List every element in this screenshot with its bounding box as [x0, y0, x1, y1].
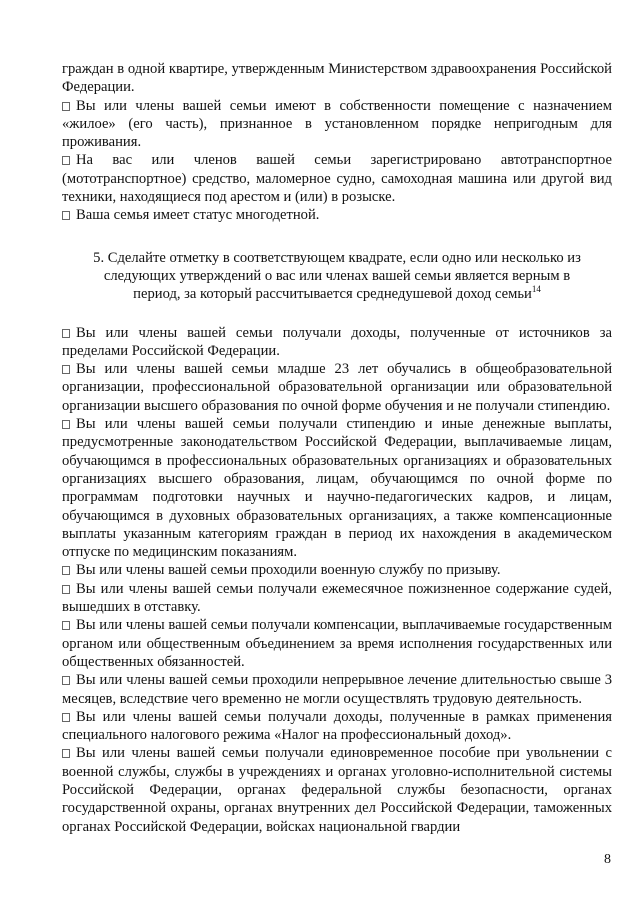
section5-heading: 5. Сделайте отметку в соответствующем квадрате, если одно или несколько из следующих утверждений о вас или членах вашей семьи является верным в период, за который рассчитывается среднедушевой доход семьи$^{14}$ [93, 249, 581, 303]
checkbox[interactable] [62, 585, 70, 594]
checkbox[interactable] [62, 566, 70, 575]
checkbox[interactable] [62, 621, 70, 630]
section5-item-judges-pension: Вы или члены вашей семьи получали ежемесячное пожизненное содержание судей, вышедших в отставку. [62, 580, 612, 616]
section5-item-severance: Вы или члены вашей семьи получали единовременное пособие при увольнении с военной службы, службы в учреждениях и органах уголовно-исполнительной системы Российской Федерации, органах федеральной службы безопасности, органах государственной охраны, органах внутренних дел Российской Федерации, таможенных органах Российской Федерации, войсках национальной гвардии [62, 745, 612, 835]
checkbox[interactable] [62, 713, 70, 722]
section5-item-self-employed: Вы или члены вашей семьи получали доходы, полученные в рамках применения специального налогового режима «Налог на профессиональный доход». [62, 708, 612, 744]
section5-item-long-treatment: Вы или члены вашей семьи проходили непрерывное лечение длительностью свыше 3 месяцев, вследствие чего временно не могли осуществлять трудовую деятельность. [62, 672, 612, 707]
section4-item-large-family: Ваша семья имеет статус многодетной. [62, 206, 612, 224]
checkbox[interactable] [62, 329, 70, 338]
checkbox[interactable] [62, 420, 70, 429]
checkbox[interactable] [62, 749, 70, 758]
section4-item-unfit-housing: Вы или члены вашей семьи имеют в собственности помещение с назначением «жилое» (его часть), признанное в установленном порядке непригодным для проживания. [62, 97, 612, 151]
footnote-ref: 14 [531, 284, 541, 295]
section4-item-vehicle-arrest: На вас или членов вашей семьи зарегистрировано автотранспортное (мототранспортное) средство, маломерное судно, самоходная машина или другой вид техники, находящиеся под арестом и (или) в розыске. [62, 152, 612, 206]
section5-item-conscription: Вы или члены вашей семьи проходили военную службу по призыву. [62, 561, 612, 579]
checkbox[interactable] [62, 365, 70, 374]
continuation-paragraph: граждан в одной квартире, утвержденным Министерством здравоохранения Российской Федерации. [62, 61, 612, 96]
section5-item-foreign-income: Вы или члены вашей семьи получали доходы, полученные от источников за пределами Российской Федерации. [62, 324, 612, 359]
checkbox[interactable] [62, 676, 70, 685]
section5-item-students-no-stipend: Вы или члены вашей семьи младше 23 лет обучались в общеобразовательной организации, профессиональной образовательной организации или образовательной организации высшего образования по очной форме обучения и не получали стипендию. [62, 361, 612, 414]
checkbox[interactable] [62, 156, 70, 165]
document-page [62, 60, 612, 836]
checkbox[interactable] [62, 211, 70, 220]
checkbox[interactable] [62, 102, 70, 111]
section5-item-stipend: Вы или члены вашей семьи получали стипендию и иные денежные выплаты, предусмотренные законодательством Российской Федерации, выплачиваемые лицам, обучающимся в профессиональных образовательных организациях и образовательных организациях высшего образования, лицам, обучающимся по очной форме по программам подготовки научных и научно-педагогических кадров, и лицам, обучающимся в духовных образовательных организациях, а также компенсационные выплаты указанным категориям граждан в период их нахождения в академическом отпуске по медицинским показаниям. [62, 416, 612, 561]
page-number: 8 [604, 852, 611, 867]
section5-item-compensation: Вы или члены вашей семьи получали компенсации, выплачиваемые государственным органом или общественным объединением за время исполнения государственных или общественных обязанностей. [62, 617, 612, 670]
